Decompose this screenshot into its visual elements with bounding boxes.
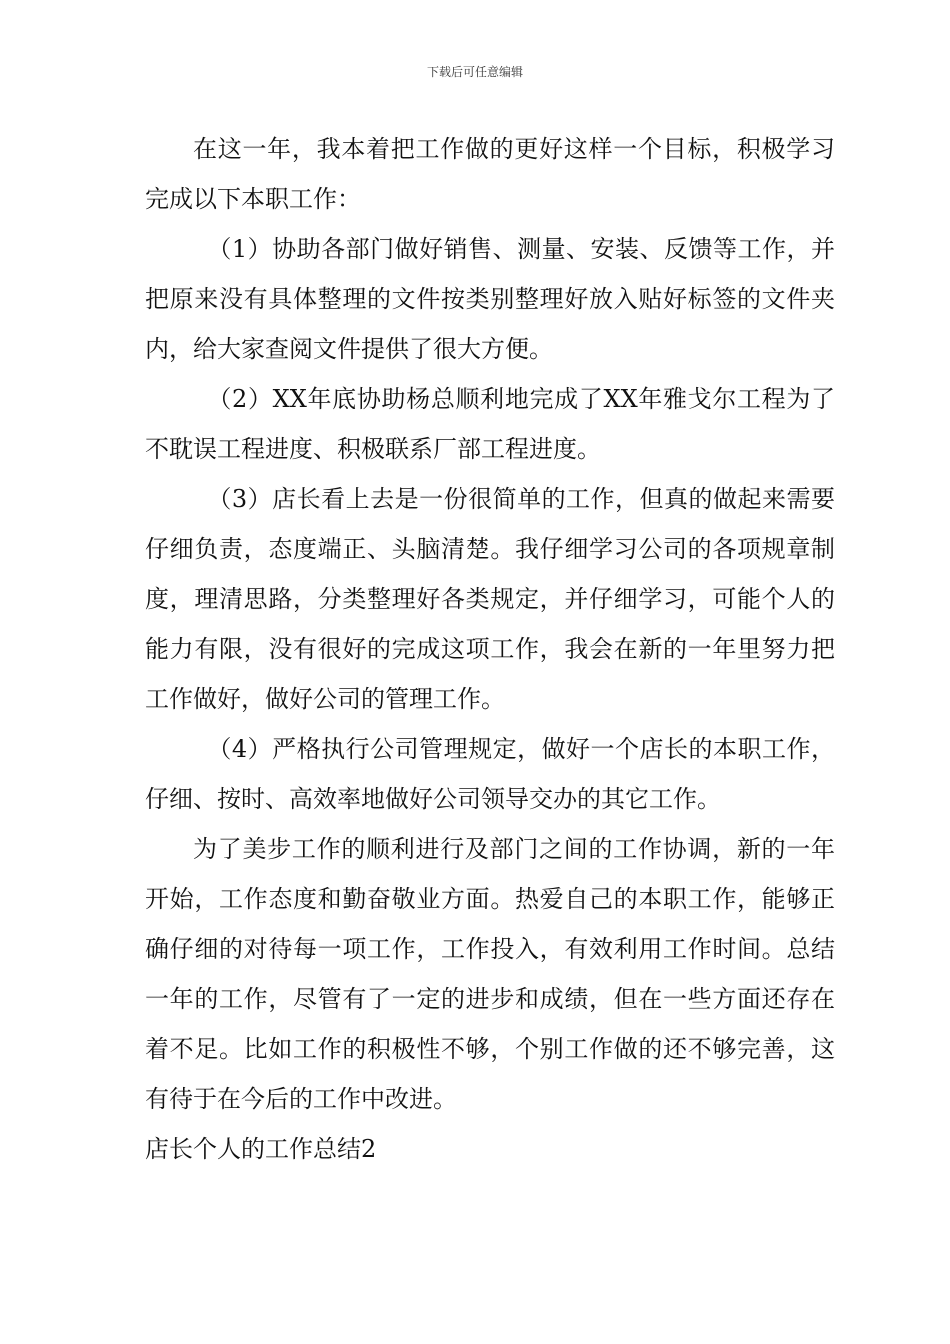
list-item-4: （4）严格执行公司管理规定，做好一个店长的本职工作，仔细、按时、高效率地做好公司领导交办的其它工作。: [145, 735, 835, 813]
list-item-1: （1）协助各部门做好销售、测量、安装、反馈等工作，并把原来没有具体整理的文件按类别整理好放入贴好标签的文件夹内，给大家查阅文件提供了很大方便。: [145, 235, 835, 363]
section-heading: 店长个人的工作总结2: [145, 1135, 377, 1163]
list-item-2: （2）XX年底协助杨总顺利地完成了XX年雅戈尔工程为了不耽误工程进度、积极联系厂部工程进度。: [145, 385, 835, 463]
list-item-3: （3）店长看上去是一份很简单的工作，但真的做起来需要仔细负责，态度端正、头脑清楚。我仔细学习公司的各项规章制度，理清思路，分类整理好各类规定，并仔细学习，可能个人的能力有限，没有很好的完成这项工作，我会在新的一年里努力把工作做好，做好公司的管理工作。: [145, 485, 835, 713]
summary-paragraph: 为了美步工作的顺利进行及部门之间的工作协调，新的一年开始，工作态度和勤奋敬业方面。热爱自己的本职工作，能够正确仔细的对待每一项工作，工作投入，有效利用工作时间。总结一年的工作，尽管有了一定的进步和成绩，但在一些方面还存在着不足。比如工作的积极性不够，个别工作做的还不够完善，这有待于在今后的工作中改进。: [145, 835, 835, 1113]
document-body: [145, 124, 835, 1174]
intro-paragraph: 在这一年，我本着把工作做的更好这样一个目标，积极学习完成以下本职工作：: [145, 135, 835, 213]
page-header: 下载后可任意编辑: [426, 65, 523, 79]
